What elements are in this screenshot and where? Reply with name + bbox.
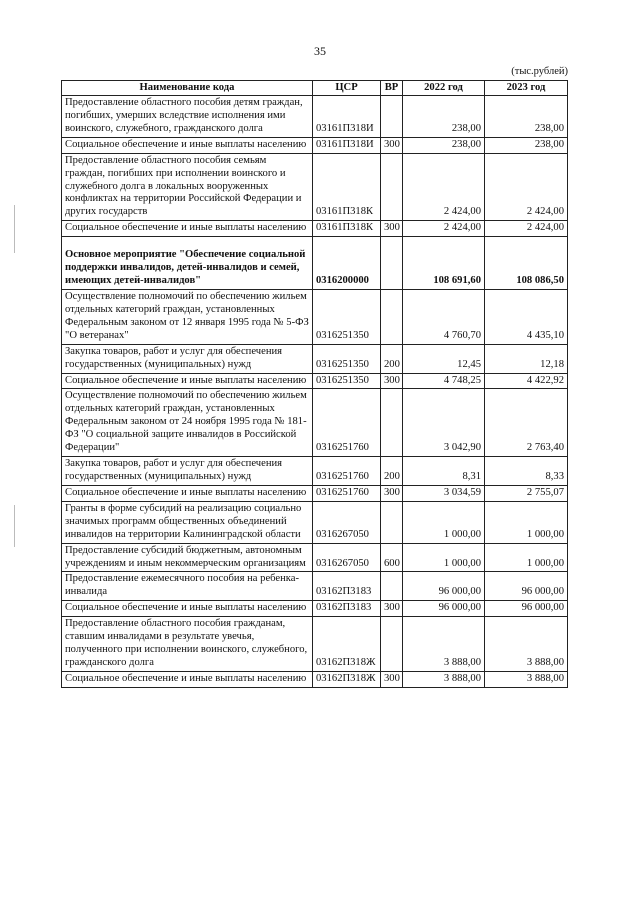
header-name: Наименование кода xyxy=(62,81,313,96)
cell-csr: 03161П318И xyxy=(313,96,381,138)
cell-vr xyxy=(381,96,403,138)
table-row xyxy=(62,601,568,617)
cell-2023: 2 424,00 xyxy=(485,221,568,237)
margin-mark xyxy=(14,205,15,253)
cell-csr: 0316251350 xyxy=(313,373,381,389)
table-row xyxy=(62,501,568,543)
cell-2023: 2 424,00 xyxy=(485,153,568,221)
cell-csr: 0316200000 xyxy=(313,237,381,290)
header-vr: ВР xyxy=(381,81,403,96)
cell-vr: 300 xyxy=(381,671,403,687)
margin-mark xyxy=(14,505,15,547)
cell-2022: 4 760,70 xyxy=(403,289,485,344)
cell-csr: 0316267050 xyxy=(313,543,381,572)
cell-csr: 0316251350 xyxy=(313,289,381,344)
table-row xyxy=(62,457,568,486)
cell-name: Закупка товаров, работ и услуг для обеспечения государственных (муниципальных) нужд xyxy=(62,457,313,486)
cell-2022: 1 000,00 xyxy=(403,501,485,543)
cell-2022: 108 691,60 xyxy=(403,237,485,290)
cell-2023: 2 763,40 xyxy=(485,389,568,457)
cell-2022: 12,45 xyxy=(403,344,485,373)
cell-2023: 238,00 xyxy=(485,96,568,138)
cell-csr: 03162П3183 xyxy=(313,601,381,617)
cell-2023: 1 000,00 xyxy=(485,501,568,543)
header-2022: 2022 год xyxy=(403,81,485,96)
cell-2022: 2 424,00 xyxy=(403,221,485,237)
cell-name: Основное мероприятие "Обеспечение социальной поддержки инвалидов, детей-инвалидов и семей, имеющих детей-инвалидов" xyxy=(62,237,313,290)
cell-2022: 8,31 xyxy=(403,457,485,486)
cell-name: Социальное обеспечение и иные выплаты населению xyxy=(62,671,313,687)
cell-2023: 96 000,00 xyxy=(485,601,568,617)
cell-name: Социальное обеспечение и иные выплаты населению xyxy=(62,601,313,617)
table-body xyxy=(62,96,568,688)
cell-2022: 3 888,00 xyxy=(403,671,485,687)
cell-vr xyxy=(381,572,403,601)
units-label: (тыс.рублей) xyxy=(511,66,568,77)
header-2023: 2023 год xyxy=(485,81,568,96)
table-row xyxy=(62,543,568,572)
table-row xyxy=(62,671,568,687)
cell-vr xyxy=(381,617,403,672)
cell-vr: 300 xyxy=(381,601,403,617)
cell-2023: 1 000,00 xyxy=(485,543,568,572)
cell-name: Предоставление областного пособия гражданам, ставшим инвалидами в результате увечья, полученного при исполнении воинского, служебного, гражданского долга xyxy=(62,617,313,672)
cell-csr: 03162П3183 xyxy=(313,572,381,601)
cell-2023: 8,33 xyxy=(485,457,568,486)
cell-2022: 2 424,00 xyxy=(403,153,485,221)
cell-2022: 238,00 xyxy=(403,137,485,153)
cell-vr xyxy=(381,289,403,344)
table-row xyxy=(62,485,568,501)
cell-2022: 4 748,25 xyxy=(403,373,485,389)
cell-vr xyxy=(381,153,403,221)
cell-csr: 0316251760 xyxy=(313,485,381,501)
cell-name: Предоставление областного пособия детям граждан, погибших, умерших вследствие исполнения ими воинского, служебного, гражданского долга xyxy=(62,96,313,138)
cell-csr: 0316267050 xyxy=(313,501,381,543)
cell-2023: 108 086,50 xyxy=(485,237,568,290)
cell-2022: 96 000,00 xyxy=(403,572,485,601)
header-csr: ЦСР xyxy=(313,81,381,96)
cell-name: Социальное обеспечение и иные выплаты населению xyxy=(62,485,313,501)
cell-name: Закупка товаров, работ и услуг для обеспечения государственных (муниципальных) нужд xyxy=(62,344,313,373)
table-row xyxy=(62,617,568,672)
cell-csr: 0316251760 xyxy=(313,457,381,486)
cell-vr xyxy=(381,237,403,290)
table-row xyxy=(62,221,568,237)
cell-vr: 600 xyxy=(381,543,403,572)
cell-2022: 1 000,00 xyxy=(403,543,485,572)
cell-name: Предоставление ежемесячного пособия на ребенка-инвалида xyxy=(62,572,313,601)
cell-2023: 4 435,10 xyxy=(485,289,568,344)
cell-2023: 96 000,00 xyxy=(485,572,568,601)
cell-2022: 96 000,00 xyxy=(403,601,485,617)
cell-vr: 300 xyxy=(381,485,403,501)
cell-vr: 200 xyxy=(381,457,403,486)
cell-2023: 12,18 xyxy=(485,344,568,373)
cell-csr: 03161П318К xyxy=(313,153,381,221)
cell-2023: 4 422,92 xyxy=(485,373,568,389)
cell-vr: 300 xyxy=(381,221,403,237)
table-row xyxy=(62,153,568,221)
cell-name: Предоставление субсидий бюджетным, автономным учреждениям и иным некоммерческим организациям xyxy=(62,543,313,572)
cell-vr: 200 xyxy=(381,344,403,373)
cell-2022: 238,00 xyxy=(403,96,485,138)
cell-csr: 0316251350 xyxy=(313,344,381,373)
cell-csr: 03162П318Ж xyxy=(313,671,381,687)
cell-name: Гранты в форме субсидий на реализацию социально значимых программ общественных объединений инвалидов на территории Калининградской области xyxy=(62,501,313,543)
table-header-row xyxy=(62,81,568,96)
cell-csr: 0316251760 xyxy=(313,389,381,457)
table-row xyxy=(62,289,568,344)
cell-2022: 3 888,00 xyxy=(403,617,485,672)
cell-name: Социальное обеспечение и иные выплаты населению xyxy=(62,137,313,153)
cell-vr: 300 xyxy=(381,137,403,153)
table-row xyxy=(62,389,568,457)
table-row xyxy=(62,96,568,138)
cell-2023: 2 755,07 xyxy=(485,485,568,501)
table-row xyxy=(62,237,568,290)
cell-2022: 3 034,59 xyxy=(403,485,485,501)
cell-name: Предоставление областного пособия семьям граждан, погибших при исполнении воинского и служебного долга в локальных вооруженных конфликтах на территории Российской Федерации и других государств xyxy=(62,153,313,221)
table-row xyxy=(62,344,568,373)
page-number: 35 xyxy=(314,44,326,58)
cell-name: Осуществление полномочий по обеспечению жильем отдельных категорий граждан, установленных Федеральным законом от 24 ноября 1995 года № 181-ФЗ "О социальной защите инвалидов в Российской Федерации" xyxy=(62,389,313,457)
cell-name: Осуществление полномочий по обеспечению жильем отдельных категорий граждан, установленных Федеральным законом от 12 января 1995 года № 5-ФЗ "О ветеранах" xyxy=(62,289,313,344)
cell-csr: 03162П318Ж xyxy=(313,617,381,672)
table-row xyxy=(62,572,568,601)
cell-name: Социальное обеспечение и иные выплаты населению xyxy=(62,221,313,237)
cell-2023: 238,00 xyxy=(485,137,568,153)
cell-vr xyxy=(381,501,403,543)
cell-name: Социальное обеспечение и иные выплаты населению xyxy=(62,373,313,389)
cell-2022: 3 042,90 xyxy=(403,389,485,457)
table-row xyxy=(62,137,568,153)
cell-vr xyxy=(381,389,403,457)
cell-vr: 300 xyxy=(381,373,403,389)
cell-csr: 03161П318К xyxy=(313,221,381,237)
table-row xyxy=(62,373,568,389)
cell-2023: 3 888,00 xyxy=(485,617,568,672)
cell-2023: 3 888,00 xyxy=(485,671,568,687)
budget-table xyxy=(61,80,568,688)
cell-csr: 03161П318И xyxy=(313,137,381,153)
